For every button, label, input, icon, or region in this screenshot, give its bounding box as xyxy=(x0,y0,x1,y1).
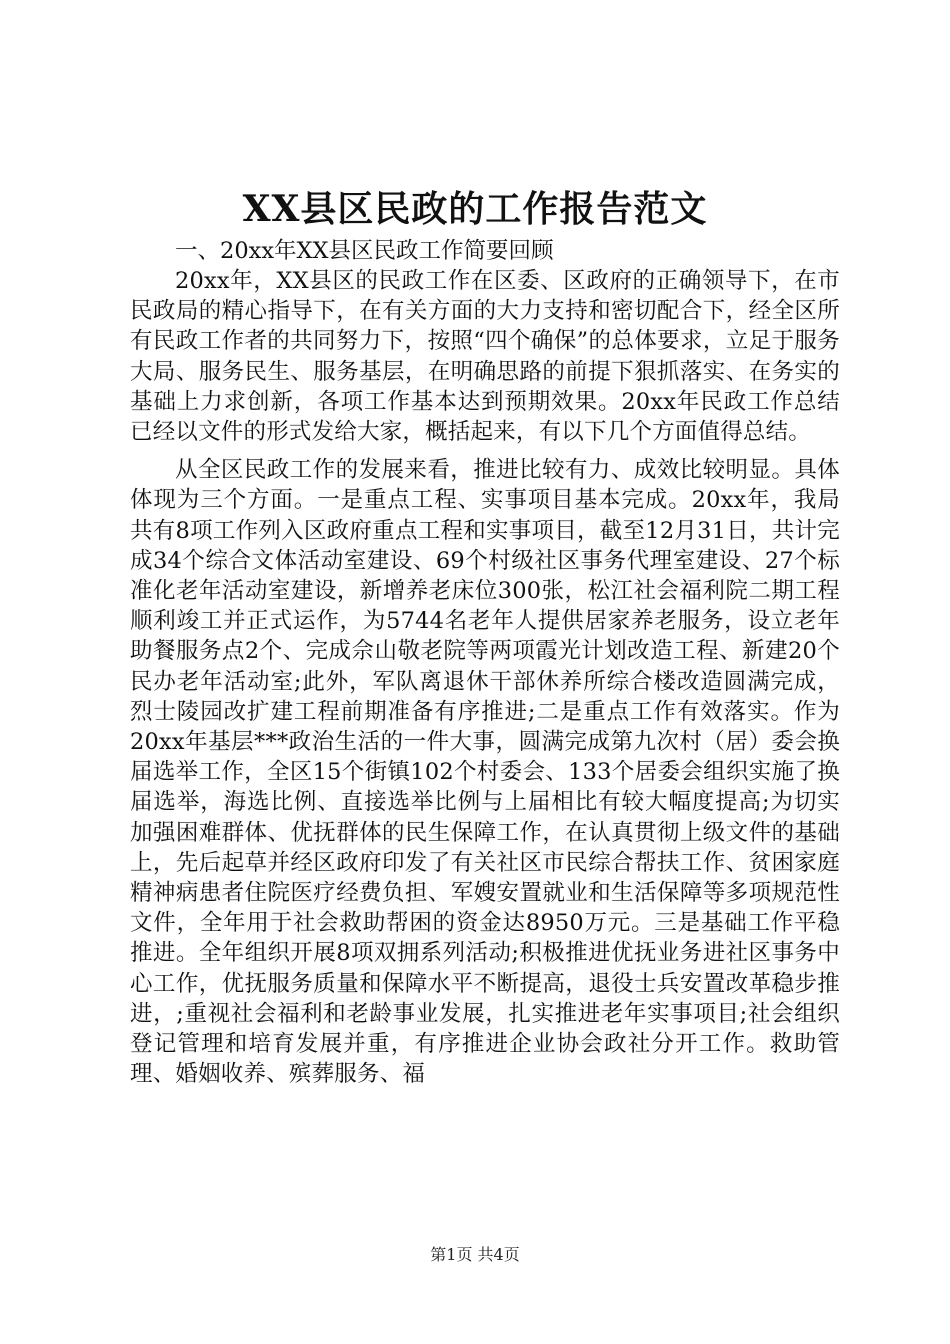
paragraph-1: 20xx年，XX县区的民政工作在区委、区政府的正确领导下，在市民政局的精心指导下，在有关方面的大力支持和密切配合下，经全区所有民政工作者的共同努力下，按照“四个确保”的总体要求，立足于服务大局、服务民生、服务基层，在明确思路的前提下狠抓落实、在务实的基础上力求创新，各项工作基本达到预期效果。20xx年民政工作总结已经以文件的形式发给大家，概括起来，有以下几个方面值得总结。 xyxy=(130,268,840,446)
page-number-footer: 第1页 共4页 xyxy=(430,1245,520,1264)
paragraph-2: 从全区民政工作的发展来看，推进比较有力、成效比较明显。具体体现为三个方面。一是重点工程、实事项目基本完成。20xx年，我局共有8项工作列入区政府重点工程和实事项目，截至12月31日，共计完成34个综合文体活动室建设、69个村级社区事务代理室建设、27个标准化老年活动室建设，新增养老床位300张，松江社会福利院二期工程顺利竣工并正式运作，为5744名老年人提供居家养老服务，设立老年助餐服务点2个、完成佘山敬老院等两项霞光计划改造工程、新建20个民办老年活动室;此外，军队离退休干部休养所综合楼改造圆满完成，烈士陵园改扩建工程前期准备有序推进;二是重点工作有效落实。作为20xx年基层***政治生活的一件大事，圆满完成第九次村（居）委会换届选举工作，全区15个街镇102个村委会、133个居委会组织实施了换届选举，海选比例、直接选举比例与上届相比有较大幅度提高;为切实加强困难群体、优抚群体的民生保障工作，在认真贯彻上级文件的基础上，先后起草并经区政府印发了有关社区市民综合帮扶工作、贫困家庭精神病患者住院医疗经费负担、军嫂安置就业和生活保障等多项规范性文件，全年用于社会救助帮困的资金达8950万元。三是基础工作平稳推进。全年组织开展8项双拥系列活动;积极推进优抚业务进社区事务中心工作，优抚服务质量和保障水平不断提高，退役士兵安置改革稳步推进，;重视社会福利和老龄事业发展，扎实推进老年实事项目;社会组织登记管理和培育发展并重，有序推进企业协会政社分开工作。救助管理、婚姻收养、殡葬服务、福 xyxy=(130,457,840,1088)
document-body xyxy=(130,236,840,1089)
section-heading: 一、20xx年XX县区民政工作简要回顾 xyxy=(175,238,554,264)
document-title: XX县区民政的工作报告范文 xyxy=(242,188,708,230)
